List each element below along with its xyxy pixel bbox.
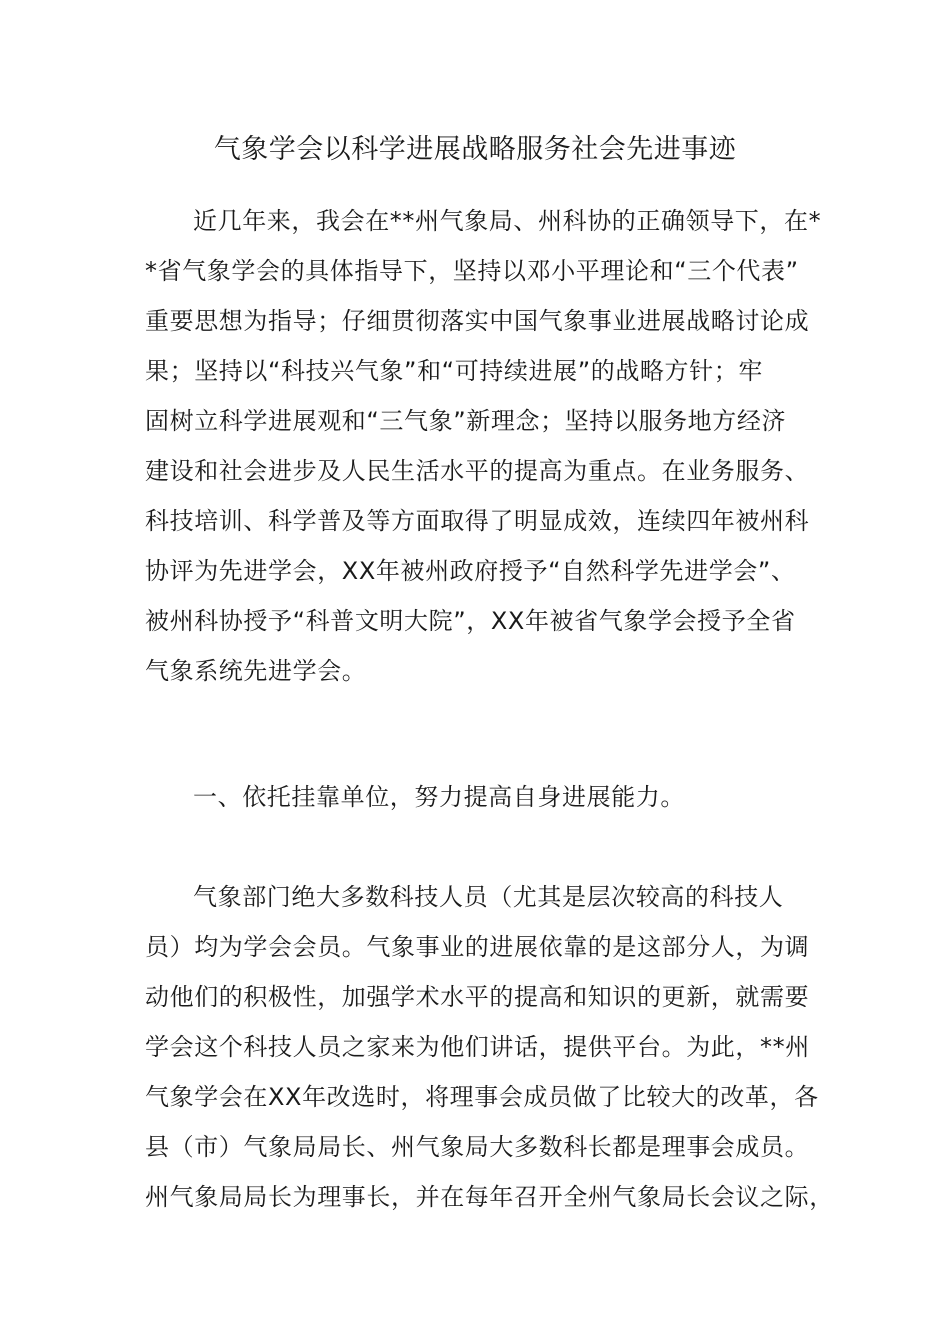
paragraph-line: 建设和社会进步及人民生活水平的提高为重点。在业务服务、 [145,457,810,485]
paragraph-line: 重要思想为指导；仔细贯彻落实中国气象事业进展战略讨论成 [145,307,810,335]
paragraph-line: 气象部门绝大多数科技人员（尤其是层次较高的科技人 [193,883,784,911]
paragraph-line: 州气象局局长为理事长，并在每年召开全州气象局长会议之际， [145,1183,834,1211]
section-heading [145,772,825,822]
paragraph-line: 协评为先进学会，XX年被州政府授予“自然科学先进学会”、 [145,557,796,585]
paragraph-line: 果；坚持以“科技兴气象”和“可持续进展”的战略方针；牢 [145,357,763,385]
paragraph-line: 科技培训、科学普及等方面取得了明显成效，连续四年被州科 [145,507,810,535]
paragraph-line: 固树立科学进展观和“三气象”新理念；坚持以服务地方经济 [145,407,787,435]
intro-paragraph [145,196,825,696]
paragraph-line: 动他们的积极性，加强学术水平的提高和知识的更新，就需要 [145,983,810,1011]
paragraph-line: 被州科协授予“科普文明大院”，XX年被省气象学会授予全省 [145,607,796,635]
paragraph-line: 学会这个科技人员之家来为他们讲话，提供平台。为此，**州 [145,1033,810,1061]
paragraph-line: 气象系统先进学会。 [145,657,367,685]
paragraph-line: 近几年来，我会在**州气象局、州科协的正确领导下，在* [193,207,822,235]
paragraph-line: 员）均为学会会员。气象事业的进展依靠的是这部分人，为调 [145,933,810,961]
paragraph-line: *省气象学会的具体指导下，坚持以邓小平理论和“三个代表” [145,257,799,285]
section-heading-text: 一、依托挂靠单位，努力提高自身进展能力。 [193,783,685,811]
document-title: 气象学会以科学进展战略服务社会先进事迹 [213,134,737,165]
body-paragraph [145,872,834,1222]
paragraph-line: 气象学会在XX年改选时，将理事会成员做了比较大的改革，各 [145,1083,819,1111]
paragraph-line: 县（市）气象局局长、州气象局大多数科长都是理事会成员。 [145,1133,810,1161]
